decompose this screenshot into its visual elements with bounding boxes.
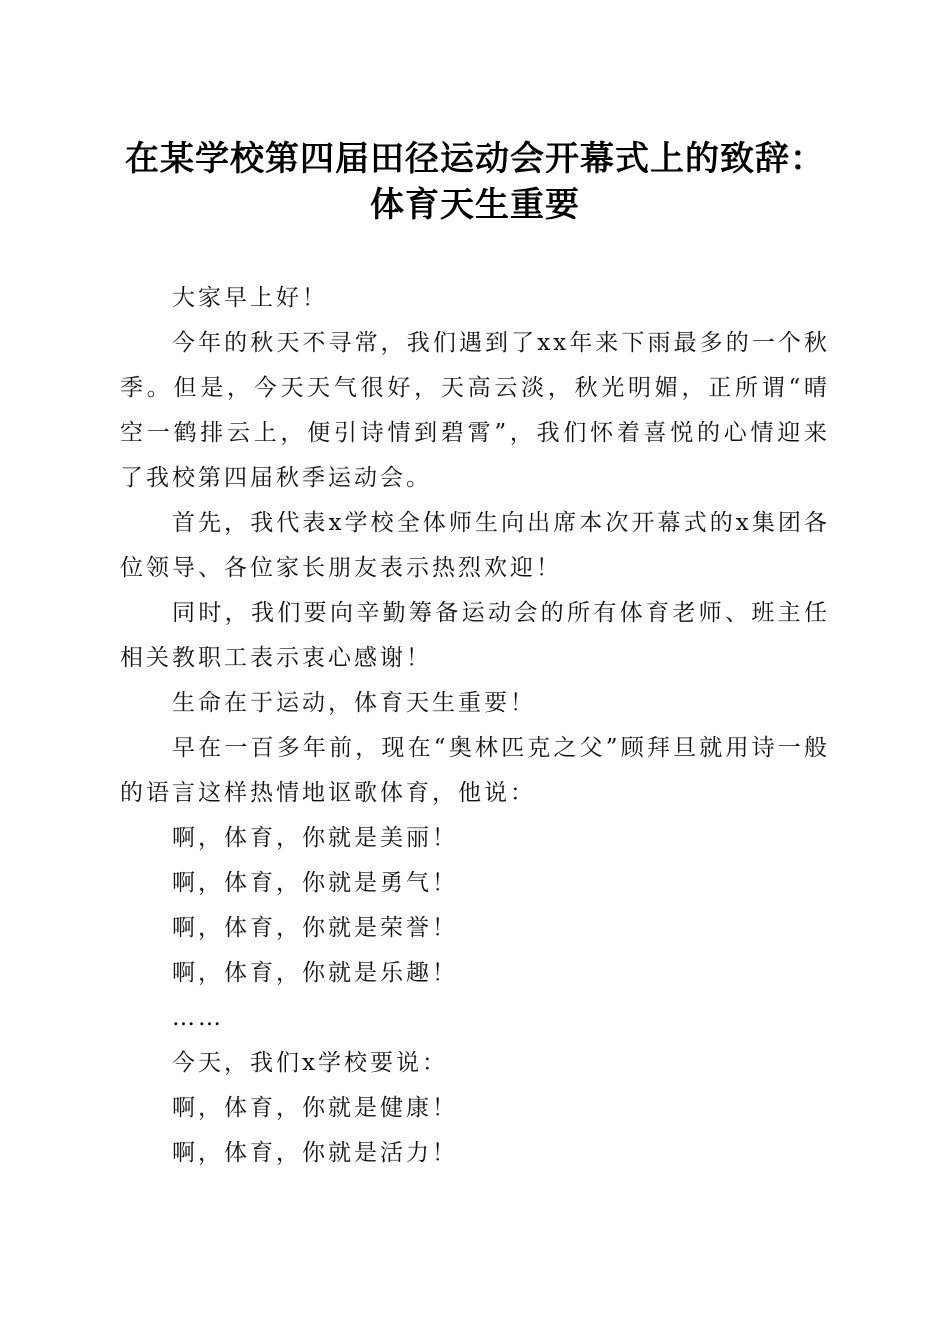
- paragraph-thanks: 同时，我们要向辛勤筹备运动会的所有体育老师、班主任相关教职工表示衷心感谢！: [120, 600, 830, 671]
- document-title-line-1: 在某学校第四届田径运动会开幕式上的致辞：: [125, 139, 825, 179]
- poem-line-joy: 啊，体育，你就是乐趣！: [172, 960, 458, 986]
- poem-line-honor: 啊，体育，你就是荣誉！: [172, 915, 458, 941]
- poem-line-vitality: 啊，体育，你就是活力！: [172, 1140, 458, 1166]
- document-title-line-2: 体育天生重要: [370, 185, 580, 225]
- paragraph-life-sport: 生命在于运动，体育天生重要！: [172, 690, 536, 716]
- document-body: [120, 276, 830, 1176]
- paragraph-school-says: 今天，我们x学校要说：: [172, 1050, 448, 1076]
- poem-line-beauty: 啊，体育，你就是美丽！: [172, 825, 458, 851]
- poem-line-courage: 啊，体育，你就是勇气！: [172, 870, 458, 896]
- poem-line-health: 啊，体育，你就是健康！: [172, 1095, 458, 1121]
- paragraph-welcome: 首先，我代表x学校全体师生向出席本次开幕式的x集团各位领导、各位家长朋友表示热烈欢迎！: [120, 510, 830, 581]
- paragraph-autumn: 今年的秋天不寻常，我们遇到了xx年来下雨最多的一个秋季。但是，今天天气很好，天高云淡，秋光明媚，正所谓“晴空一鹤排云上，便引诗情到碧霄”，我们怀着喜悦的心情迎来了我校第四届秋季运动会。: [120, 330, 830, 491]
- paragraph-coubertin: 早在一百多年前，现在“奥林匹克之父”顾拜旦就用诗一般的语言这样热情地讴歌体育，他说：: [120, 735, 830, 806]
- poem-ellipsis: ……: [172, 1005, 224, 1031]
- paragraph-greeting: 大家早上好！: [172, 285, 328, 311]
